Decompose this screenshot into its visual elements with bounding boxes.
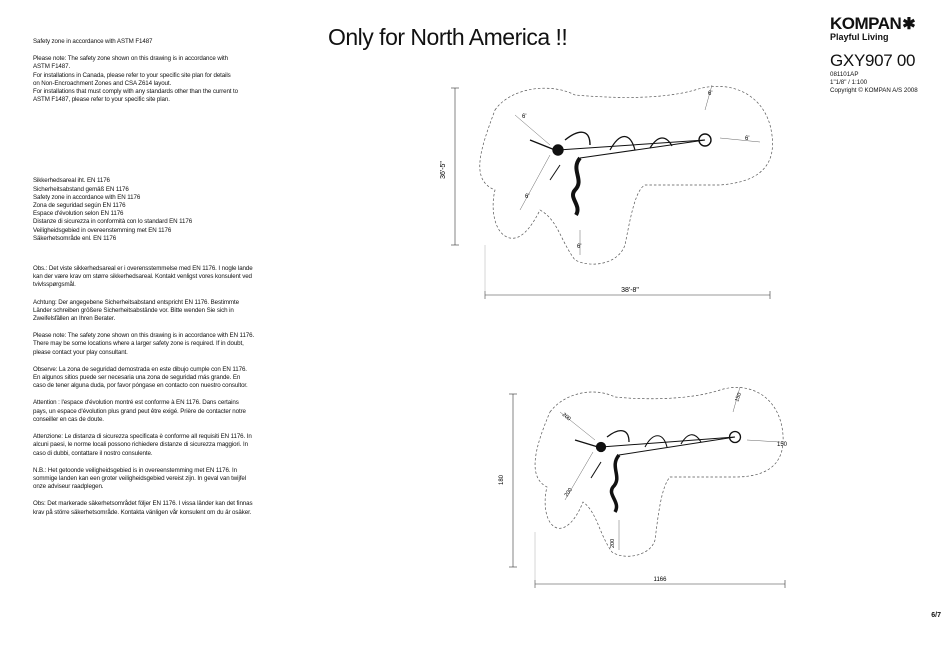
dim-metric-4: 150 <box>734 391 744 403</box>
brand-tagline: Playful Living <box>830 32 889 42</box>
dim-height-metric: 180 <box>499 474 505 486</box>
zone-label-sv: Säkerhetsområde enl. EN 1176 <box>33 234 117 242</box>
drawing-meta <box>830 71 940 95</box>
zone-label-fr: Espace d'évolution selon EN 1176 <box>33 210 124 218</box>
dim-radius-5: 6' <box>745 136 750 142</box>
note-es: Observe: La zona de seguridad demostrada en este dibujo cumple con EN 1176. En algunos sitios puede ser necesaria una zona de seguridad más grande. En caso de tener alguna duda, por favor póngase en contacto con nuestro consultor. <box>33 365 248 390</box>
dim-width: 38'-8" <box>621 287 639 294</box>
drawing-number: 081101AP <box>830 71 859 78</box>
na-note: Please note: The safety zone shown on this drawing is in accordance with ASTM F1487. For installations in Canada, please refer to your specific site plan for details on Non-Encroachment Zones and CSA Z614 layout. For installations that must comply with any standards other than the current to ASTM F1487, please refer to your specific site plan. <box>33 55 238 104</box>
note-da: Obs.: Det viste sikkerhedsareal er i overensstemmelse med EN 1176. I nogle lande kan der være krav om større sikkerhedsareal. Kontakt venligst vores konsulent ved tvivlsspørgsmål. <box>33 265 253 289</box>
product-code: GXY907 00 <box>830 51 916 70</box>
page-number: 6/7 <box>931 612 941 619</box>
dim-radius-2: 6' <box>525 194 530 200</box>
logo-text: KOMPAN <box>830 14 902 33</box>
zone-label-it: Distanze di sicurezza in conformità con lo standard EN 1176 <box>33 218 193 226</box>
zone-label-de: Sicherheitsabstand gemäß EN 1176 <box>33 185 129 193</box>
page-title: Only for North America !! <box>328 24 568 50</box>
play-equipment-top <box>530 132 711 215</box>
note-fr: Attention : l'espace d'évolution montré est conforme à EN 1176. Dans certains pays, un espace d'évolution plus grand peut être exigé. Prière de contacter notre conseiller en cas de doute. <box>33 399 246 423</box>
safety-zone-outline-metric <box>535 387 783 556</box>
zone-label-en: Safety zone in accordance with EN 1176 <box>33 193 141 201</box>
jumping-figure-icon: ✱ <box>902 16 916 33</box>
dim-height: 36'-5" <box>440 161 447 179</box>
dim-metric-1: 150 <box>777 442 788 448</box>
brand-block <box>830 14 940 95</box>
copyright: Copyright © KOMPAN A/S 2008 <box>830 87 918 94</box>
note-nl: N.B.: Het getoonde veiligheidsgebied is in overeenstemming met EN 1176. In sommige landen kan een groter veiligheidsgebied vereist zijn. In geval van twijfel onze adviseur raadplegen. <box>33 466 246 491</box>
drawing-scale: 1"1/8" / 1:100 <box>830 79 868 86</box>
zone-label-nl: Veiligheidsgebied in overeenstemming met EN 1176 <box>33 226 172 234</box>
dim-metric-5: 200 <box>563 487 574 499</box>
note-en: Please note: The safety zone shown on this drawing is in accordance with EN 1176. There may be some locations where a larger safety zone is required. If in doubt, please contact your play consultant. <box>33 332 255 356</box>
site-plan-imperial <box>440 70 780 305</box>
notes-column <box>33 38 295 526</box>
play-equipment-bottom <box>575 431 741 512</box>
dim-metric-6: 150 <box>645 518 655 524</box>
dim-metric-3: 200 <box>610 538 616 548</box>
note-sv: Obs: Det markerade säkerhetsområdet följer EN 1176. I vissa länder kan det finnas krav på större säkerhetsområde. Kontakta vänligen vår konsulent om du är osäker. <box>33 500 253 516</box>
safety-zone-outline <box>480 86 773 264</box>
site-plan-metric <box>495 372 795 594</box>
note-it: Attenzione: Le distanza di sicurezza specificata è conforme all requisiti EN 1176. In alcuni paesi, le norme locali possono richiedere distanze di sicurezza maggiori. In caso di dubbi, contattare il nostro consulente. <box>33 433 252 457</box>
zone-label-da: Sikkerhedsareal iht. EN 1176 <box>33 177 110 185</box>
dim-radius-1: 6' <box>522 114 527 120</box>
dim-metric-2: 200 <box>560 411 572 423</box>
kompan-logo <box>830 14 940 34</box>
dim-radius-3: 6' <box>577 244 582 250</box>
dim-width-metric: 1166 <box>653 577 667 583</box>
en-zone-list <box>33 177 295 243</box>
dim-radius-4: 6' <box>708 91 713 97</box>
na-heading: Safety zone in accordance with ASTM F1487 <box>33 38 153 45</box>
note-de: Achtung: Der angegebene Sicherheitsabstand entspricht EN 1176. Bestimmte Länder schreiben größere Sicherheitsabstände vor. Bitte wenden Sie sich in Zweifelsfällen an Ihren Berater. <box>33 298 239 323</box>
zone-label-es: Zona de seguridad según EN 1176 <box>33 202 126 210</box>
